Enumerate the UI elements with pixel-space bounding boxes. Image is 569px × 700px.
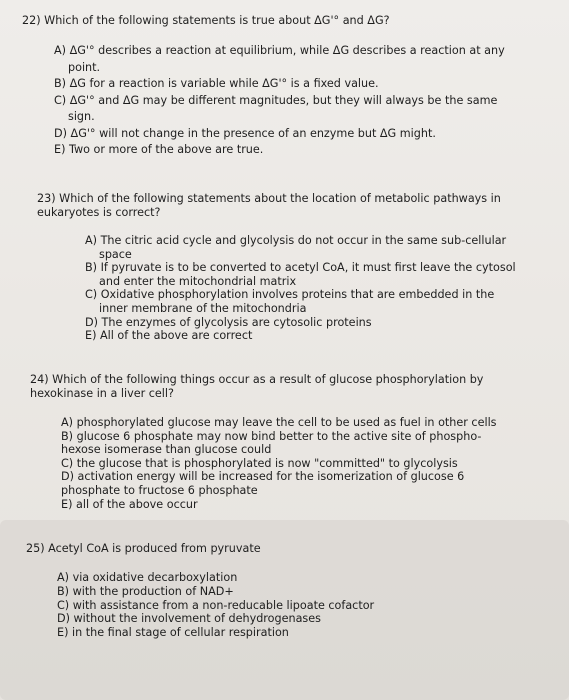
question-23-options [37,234,525,343]
question-24 [30,373,510,511]
question-23-option-a: A) The citric acid cycle and glycolysis do not occur in the same sub-cellular space [85,234,507,261]
question-22-option-e: E) Two or more of the above are true. [54,143,264,156]
question-22-option-c: C) ΔG'° and ΔG may be different magnitudes, but they will always be the same sign. [54,93,498,123]
question-23-option-c: C) Oxidative phosphorylation involves proteins that are embedded in the inner membrane of the mitochondria [85,288,495,315]
question-24-options [30,416,511,511]
question-25 [26,542,506,640]
question-24-option-c: C) the glucose that is phosphorylated is now "committed" to glycolysis [61,456,458,470]
question-25-options [26,571,497,640]
question-24-option-e: E) all of the above occur [61,497,198,511]
question-25-option-e: E) in the final stage of cellular respiration [57,626,289,640]
question-25-option-a: A) via oxidative decarboxylation [57,571,238,584]
question-22-option-b: B) ΔG for a reaction is variable while ΔG'° is a fixed value. [54,77,379,90]
question-23-option-e: E) All of the above are correct [85,329,253,343]
question-25-option-b: B) with the production of NAD+ [57,584,234,598]
question-25-option-d: D) without the involvement of dehydrogenases [57,612,321,626]
question-23-stem: 23) Which of the following statements about the location of metabolic pathways in eukaryotes is correct? [37,192,501,219]
question-24-option-a: A) phosphorylated glucose may leave the cell to be used as fuel in other cells [61,416,497,429]
question-23-option-d: D) The enzymes of glycolysis are cytosolic proteins [85,315,372,329]
question-22-options [22,43,524,159]
question-22-option-a: A) ΔG'° describes a reaction at equilibrium, while ΔG describes a reaction at any point. [54,44,505,74]
question-24-option-b: B) glucose 6 phosphate may now bind better to the active site of phospho- hexose isomerase than glucose could [61,429,482,457]
question-25-option-c: C) with assistance from a non-reducable lipoate cofactor [57,598,375,612]
question-25-stem: 25) Acetyl CoA is produced from pyruvate [26,542,261,555]
question-24-option-d: D) activation energy will be increased for the isomerization of glucose 6 phosphate to fructose 6 phosphate [61,470,465,497]
question-22-option-d: D) ΔG'° will not change in the presence of an enzyme but ΔG might. [54,126,436,140]
question-22-stem: 22) Which of the following statements is true about ΔG'° and ΔG? [22,14,390,27]
question-24-stem: 24) Which of the following things occur as a result of glucose phosphorylation by hexokinase in a liver cell? [30,373,484,400]
question-23 [37,192,517,343]
question-22 [22,14,542,159]
question-23-option-b: B) If pyruvate is to be converted to acetyl CoA, it must first leave the cytosol and enter the mitochondrial matrix [85,261,516,288]
